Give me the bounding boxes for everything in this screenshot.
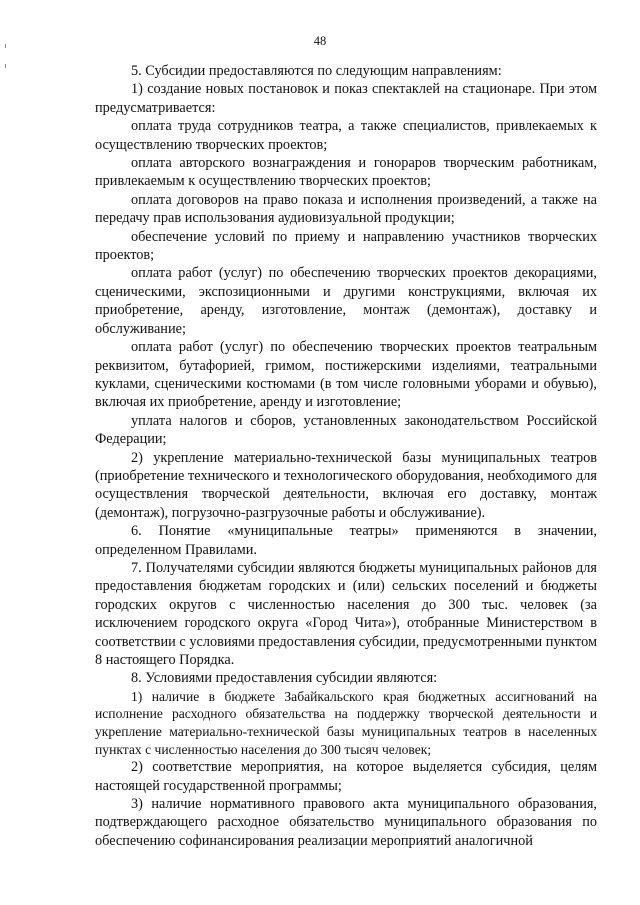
paragraph-8-1: 1) наличие в бюджете Забайкальского края бюджетных ассигнований на исполнение расходного обязательства на поддержку творческой деятельности и укрепление материально-технической базы муниципальных театров в населенных пунктах с численностью населения до 300 тысяч человек; xyxy=(95,688,597,757)
list-item-participants: обеспечение условий по приему и направлению участников творческих проектов; xyxy=(95,228,597,264)
paragraph-5-2: 2) укрепление материально-технической базы муниципальных театров (приобретение технического и технологического оборудования, необходимого для осуществления творческой деятельности, включая его доставку, монтаж (демонтаж), погрузочно-разгрузочные работы и обслуживание). xyxy=(95,449,597,521)
paragraph-7: 7. Получателями субсидии являются бюджеты муниципальных районов для предоставления бюджетам городских и (или) сельских поселений и бюджеты городских округов с численностью населения до 300 тыс. человек (за исключением городского округа «Город Чита»), отобранные Министерством в соответствии с условиями предоставления субсидии, предусмотренными пунктом 8 настоящего Порядка. xyxy=(95,559,597,668)
page-number: 48 xyxy=(313,34,327,48)
paragraph-5-1: 1) создание новых постановок и показ спектаклей на стационаре. При этом предусматривается: xyxy=(95,81,597,116)
list-item-staff-pay: оплата труда сотрудников театра, а также специалистов, привлекаемых к осуществлению творческих проектов; xyxy=(95,118,597,153)
list-item-taxes: уплата налогов и сборов, установленных законодательством Российской Федерации; xyxy=(95,412,597,448)
list-item-decorations: оплата работ (услуг) по обеспечению творческих проектов декорациями, сценическими, экспозиционными и другими конструкциями, включая их приобретение, аренду, изготовление, монтаж (демонтаж), доставку и обслуживание; xyxy=(95,265,597,337)
list-item-rights-contracts: оплата договоров на право показа и исполнения произведений, а также на передачу прав использования аудиовизуальной продукции; xyxy=(95,191,597,227)
paragraph-8-3: 3) наличие нормативного правового акта муниципального образования, подтверждающего расходное обязательство муниципального образования по обеспечению софинансирования реализации мероприятий аналогичной xyxy=(95,796,597,849)
paragraph-6: 6. Понятие «муниципальные театры» применяются в значении, определенном Правилами. xyxy=(95,523,597,558)
document-body xyxy=(95,62,597,850)
list-item-author-fees: оплата авторского вознаграждения и гонораров творческим работникам, привлекаемым к осуществлению творческих проектов; xyxy=(95,155,597,190)
list-item-props-costumes: оплата работ (услуг) по обеспечению творческих проектов театральным реквизитом, бутафорией, гримом, постижерскими изделиями, театральными куклами, сценическими костюмами (в том числе головными уборами и обувью), включая их приобретение, аренду и изготовление; xyxy=(95,339,597,411)
scan-margin-mark xyxy=(5,64,6,68)
paragraph-5: 5. Субсидии предоставляются по следующим направлениям: xyxy=(131,63,502,79)
paragraph-8: 8. Условиями предоставления субсидии являются: xyxy=(131,670,438,687)
paragraph-8-2: 2) соответствие мероприятия, на которое выделяется субсидия, целям настоящей государственной программы; xyxy=(95,759,597,794)
